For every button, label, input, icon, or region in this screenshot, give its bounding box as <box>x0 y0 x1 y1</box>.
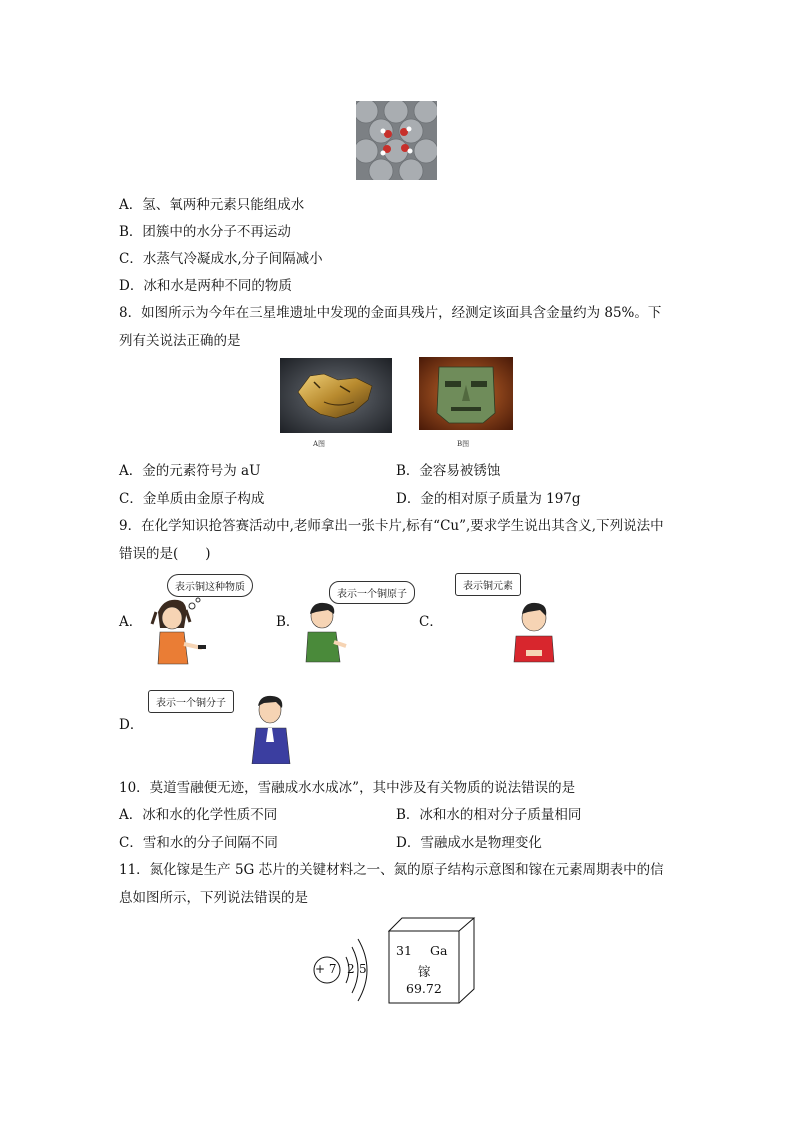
man-suit-icon <box>250 694 292 764</box>
q8-option-a: A．金的元素符号为 aU <box>119 463 261 479</box>
q9-option-c-label: C． <box>419 614 443 630</box>
q9-option-d-label: D． <box>119 717 144 733</box>
nucleus-charge: + 7 <box>315 962 337 976</box>
q7-option-c: C．水蒸气冷凝成水,分子间隔减小 <box>119 251 323 267</box>
figure-a-caption: A图 <box>313 440 326 448</box>
boy-red-shirt-icon <box>512 600 556 664</box>
q8-stem-line1: 8．如图所示为今年在三星堆遗址中发现的金面具残片，经测定该面具含金量约为 85%。下 <box>119 305 662 321</box>
q9-option-a-label: A． <box>119 614 143 630</box>
bronze-mask-image <box>419 357 513 430</box>
q7-option-a: A．氢、氧两种元素只能组成水 <box>119 197 305 213</box>
q9-stem-line2: 错误的是( ) <box>119 546 211 562</box>
gold-mask-image <box>280 358 392 433</box>
q9-option-c-bubble: 表示铜元素 <box>455 573 521 596</box>
q10-option-d: D．雪融成水是物理变化 <box>396 835 542 851</box>
q8-option-d: D．金的相对原子质量为 197g <box>396 491 581 507</box>
q8-option-c: C．金单质由金原子构成 <box>119 491 265 507</box>
q10-option-b: B．冰和水的相对分子质量相同 <box>396 807 582 823</box>
q10-option-c: C．雪和水的分子间隔不同 <box>119 835 278 851</box>
gallium-element-cell <box>388 917 478 1007</box>
water-cluster-image <box>356 101 437 180</box>
q11-stem-line2: 息如图所示，下列说法错误的是 <box>119 890 308 906</box>
element-name: 镓 <box>418 964 431 979</box>
q7-option-b: B．团簇中的水分子不再运动 <box>119 224 291 240</box>
q9-stem-line1: 9．在化学知识抢答赛活动中,老师拿出一张卡片,标有“Cu”,要求学生说出其含义,下列说法中 <box>119 518 664 534</box>
q11-stem-line1: 11．氮化镓是生产 5G 芯片的关键材料之一、氮的原子结构示意图和镓在元素周期表中的信 <box>119 862 664 878</box>
shell-2-electrons: 5 <box>359 962 367 976</box>
q8-stem-line2: 列有关说法正确的是 <box>119 333 241 349</box>
q7-option-d: D．冰和水是两种不同的物质 <box>119 278 292 294</box>
q9-option-d-bubble: 表示一个铜分子 <box>148 690 234 713</box>
figure-b-caption: B图 <box>457 440 470 448</box>
q9-option-b-label: B． <box>276 614 300 630</box>
shell-1-electrons: 2 <box>347 962 355 976</box>
nitrogen-atom-diagram <box>310 931 380 1011</box>
q10-option-a: A．冰和水的化学性质不同 <box>119 807 278 823</box>
atomic-mass: 69.72 <box>406 981 442 996</box>
q8-option-b: B．金容易被锈蚀 <box>396 463 501 479</box>
boy-student-icon <box>302 600 350 664</box>
q10-stem: 10．莫道雪融便无迹，雪融成水水成冰”，其中涉及有关物质的说法错误的是 <box>119 780 576 796</box>
element-symbol: Ga <box>430 943 448 958</box>
q9-option-b-bubble: 表示一个铜原子 <box>329 581 415 604</box>
q9-option-a-bubble: 表示铜这种物质 <box>167 574 253 597</box>
atomic-number: 31 <box>396 943 412 958</box>
girl-student-icon <box>148 594 212 666</box>
